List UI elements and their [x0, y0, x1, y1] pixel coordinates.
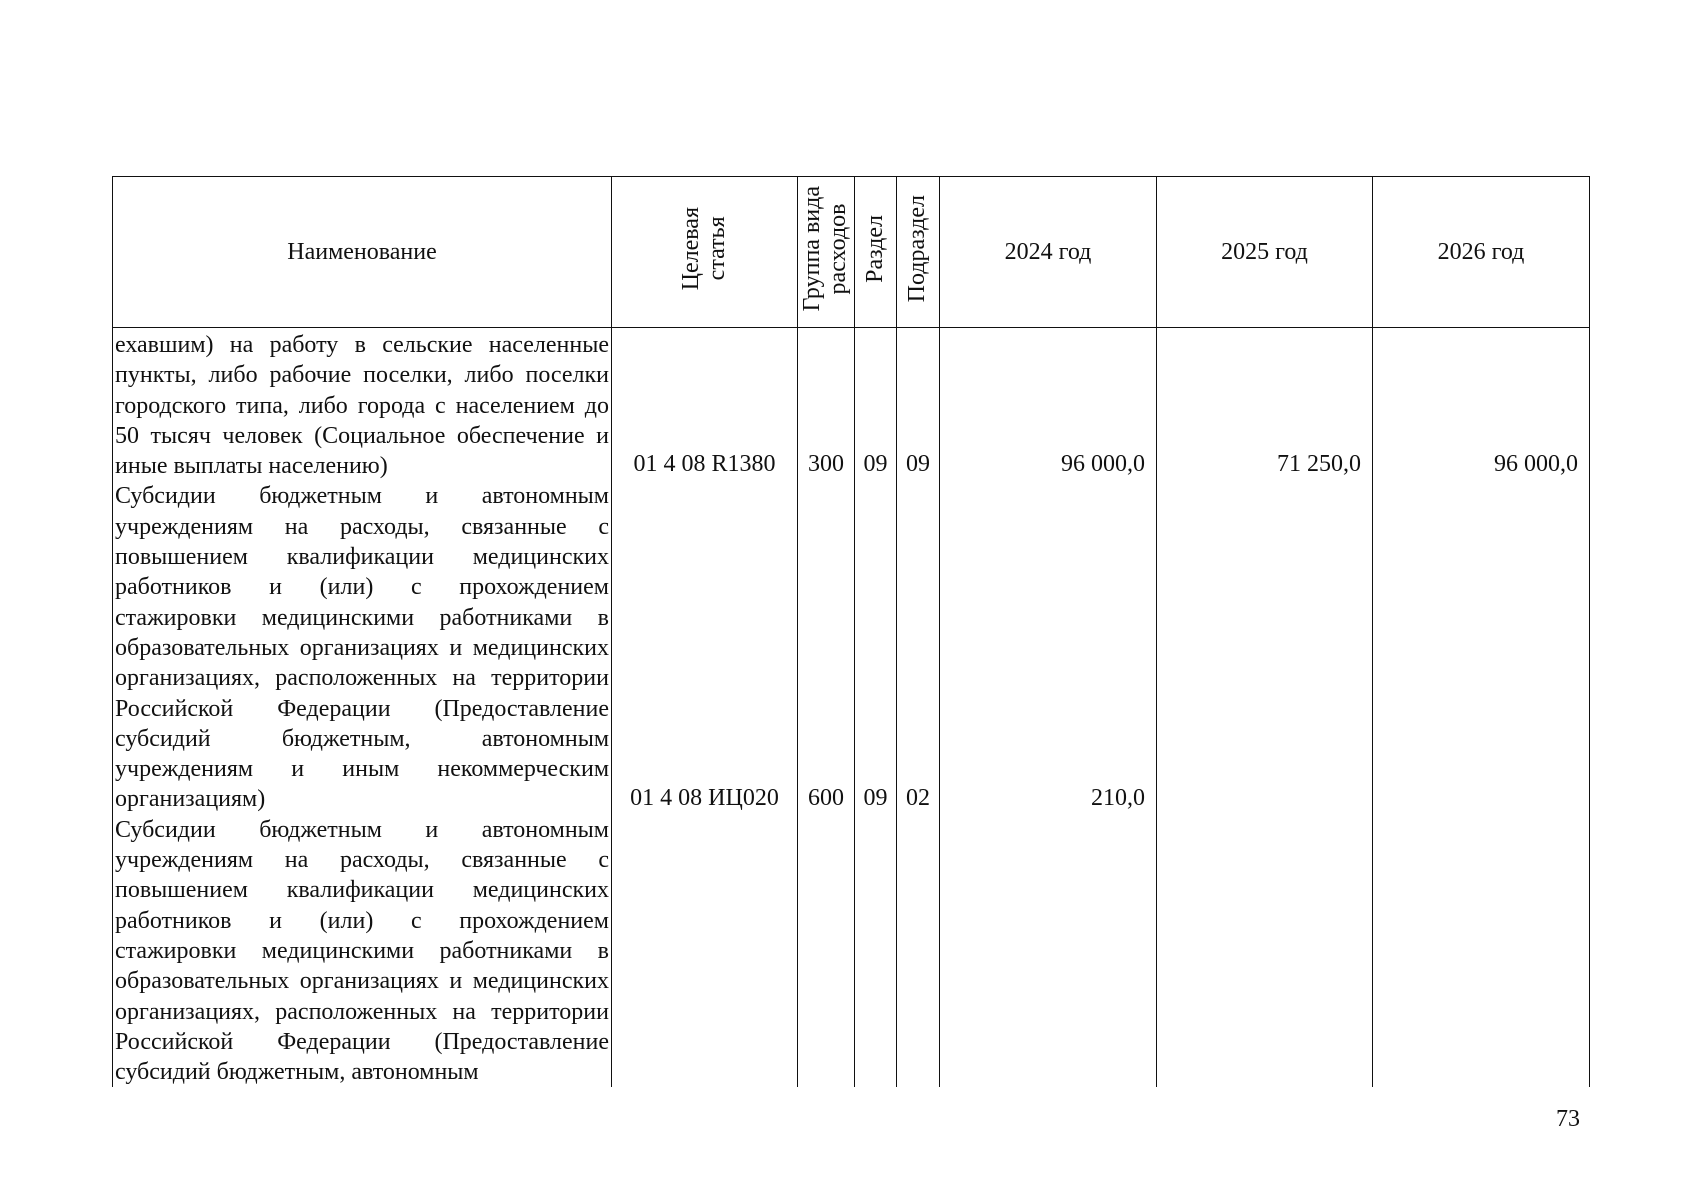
y2026-cell	[1373, 328, 1590, 1088]
row1-y2024: 96 000,0	[1061, 451, 1145, 477]
name-paragraph-1: ехавшим) на работу в сельские населенные пункты, либо рабочие поселки, либо поселки городского типа, либо города с населением до 50 тысяч человек (Социальное обеспечение и иные выплаты населению)	[115, 332, 609, 480]
row2-target-item: 01 4 08 ИЦ020	[630, 785, 779, 811]
row1-section: 09	[863, 451, 888, 477]
header-expense-group-line2: расходов	[825, 203, 851, 294]
row2-expense-group: 600	[808, 785, 844, 811]
header-2026: 2026 год	[1373, 177, 1590, 328]
name-paragraph-3: Субсидии бюджетным и автономным учреждениям на расходы, связанные с повышением квалификации медицинских работников и (или) с прохождением стажировки медицинскими работниками в образовательных организациях и медицинских организациях, расположенных на территории Российской Федерации (Предоставление субсидий бюджетным, автономным	[115, 816, 609, 1086]
name-cell	[113, 328, 612, 1088]
section-cell	[855, 328, 897, 1088]
header-expense-group-line1: Группа вида	[799, 185, 826, 312]
header-2024: 2024 год	[940, 177, 1157, 328]
y2025-cell	[1157, 328, 1373, 1088]
header-expense-group	[798, 177, 855, 328]
row1-expense-group: 300	[808, 451, 844, 477]
subsection-cell	[897, 328, 940, 1088]
row1-y2025: 71 250,0	[1277, 451, 1361, 477]
header-target-item-line1: Целевая	[677, 206, 704, 291]
header-target-item-line2: статья	[703, 216, 730, 281]
y2024-cell	[940, 328, 1157, 1088]
expense-group-cell	[798, 328, 855, 1088]
header-section-label: Раздел	[861, 214, 888, 283]
row1-subsection: 09	[906, 451, 930, 477]
header-name: Наименование	[113, 177, 612, 328]
body-row	[113, 328, 1590, 1088]
page-number: 73	[1556, 1106, 1580, 1132]
row1-y2026: 96 000,0	[1494, 451, 1578, 477]
header-section	[855, 177, 897, 328]
budget-table	[112, 176, 1590, 1087]
header-subsection	[897, 177, 940, 328]
row2-subsection: 02	[906, 785, 930, 811]
header-target-item	[612, 177, 798, 328]
name-paragraph-2: Субсидии бюджетным и автономным учреждениям на расходы, связанные с повышением квалификации медицинских работников и (или) с прохождением стажировки медицинскими работниками в образовательных организациях и медицинских организациях, расположенных на территории Российской Федерации (Предоставление субсидий бюджетным, автономным учреждениям и иным некоммерческим организациям)	[115, 483, 609, 813]
row2-section: 09	[863, 785, 888, 811]
header-2025: 2025 год	[1157, 177, 1373, 328]
header-subsection-label: Подраздел	[904, 194, 931, 303]
row1-target-item: 01 4 08 R1380	[633, 451, 776, 477]
header-row	[113, 177, 1590, 328]
target-item-cell	[612, 328, 798, 1088]
row2-y2024: 210,0	[1091, 785, 1145, 811]
